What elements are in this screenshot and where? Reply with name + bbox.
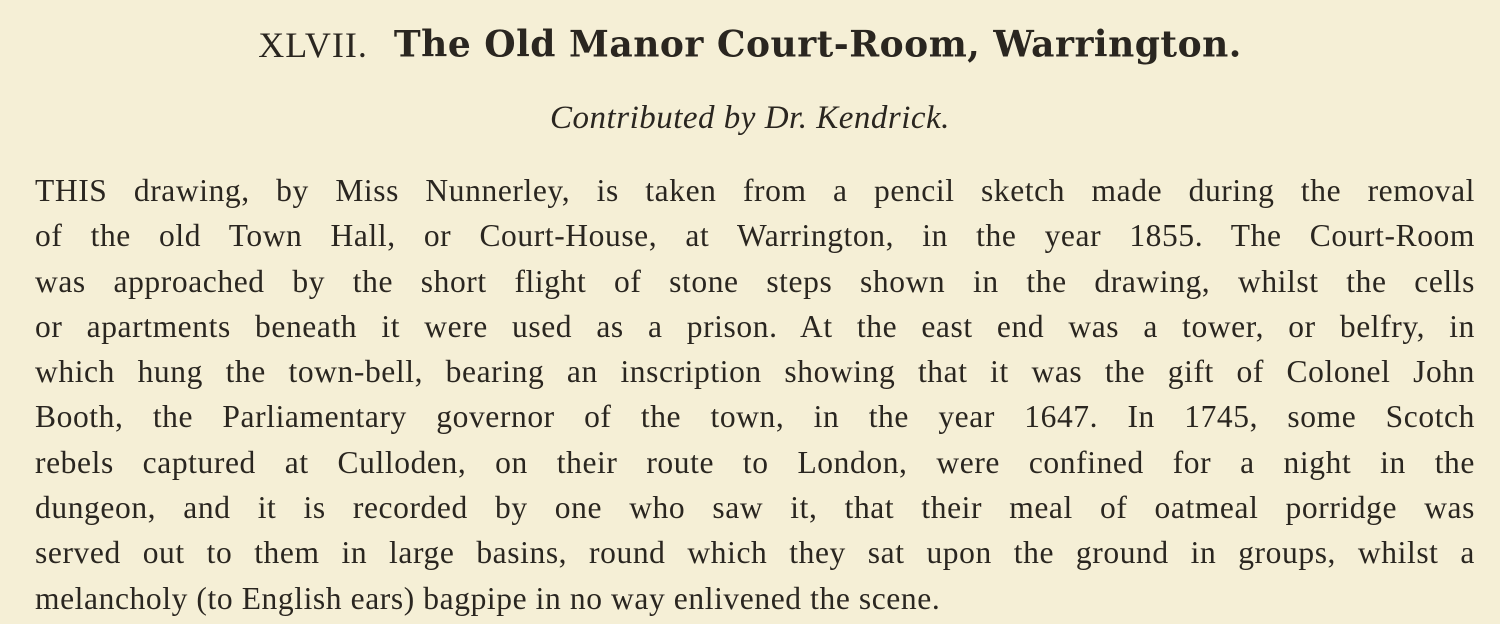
paragraph-line: dungeon, and it is recorded by one who saw it, that their meal of oatmeal porridge was — [35, 490, 1475, 526]
page-heading — [0, 16, 1500, 73]
line-text: drawing, by Miss Nunnerley, is taken from a pencil sketch made during the removal — [107, 173, 1475, 208]
body-paragraph — [35, 168, 1475, 621]
paragraph-line: Booth, the Parliamentary governor of the town, in the year 1647. In 1745, some Scotch — [35, 399, 1475, 435]
contributor-byline: Contributed by Dr. Kendrick. — [550, 100, 950, 136]
paragraph-line: served out to them in large basins, round which they sat upon the ground in groups, whilst a — [35, 535, 1475, 571]
paragraph-line — [35, 168, 1475, 213]
section-title: The Old Manor Court-Room, Warrington. — [393, 23, 1242, 66]
paragraph-line: melancholy (to English ears) bagpipe in no way enlivened the scene. — [35, 580, 941, 616]
paragraph-line: was approached by the short flight of stone steps shown in the drawing, whilst the cells — [35, 263, 1475, 299]
paragraph-line: which hung the town-bell, bearing an inscription showing that it was the gift of Colonel John — [35, 354, 1475, 390]
paragraph-line: rebels captured at Culloden, on their route to London, were confined for a night in the — [35, 444, 1475, 480]
paragraph-line: of the old Town Hall, or Court-House, at Warrington, in the year 1855. The Court-Room — [35, 218, 1475, 254]
lead-word: THIS — [35, 173, 108, 208]
section-numeral: XLVII. — [258, 24, 368, 65]
paragraph-line: or apartments beneath it were used as a prison. At the east end was a tower, or belfry, in — [35, 308, 1475, 344]
